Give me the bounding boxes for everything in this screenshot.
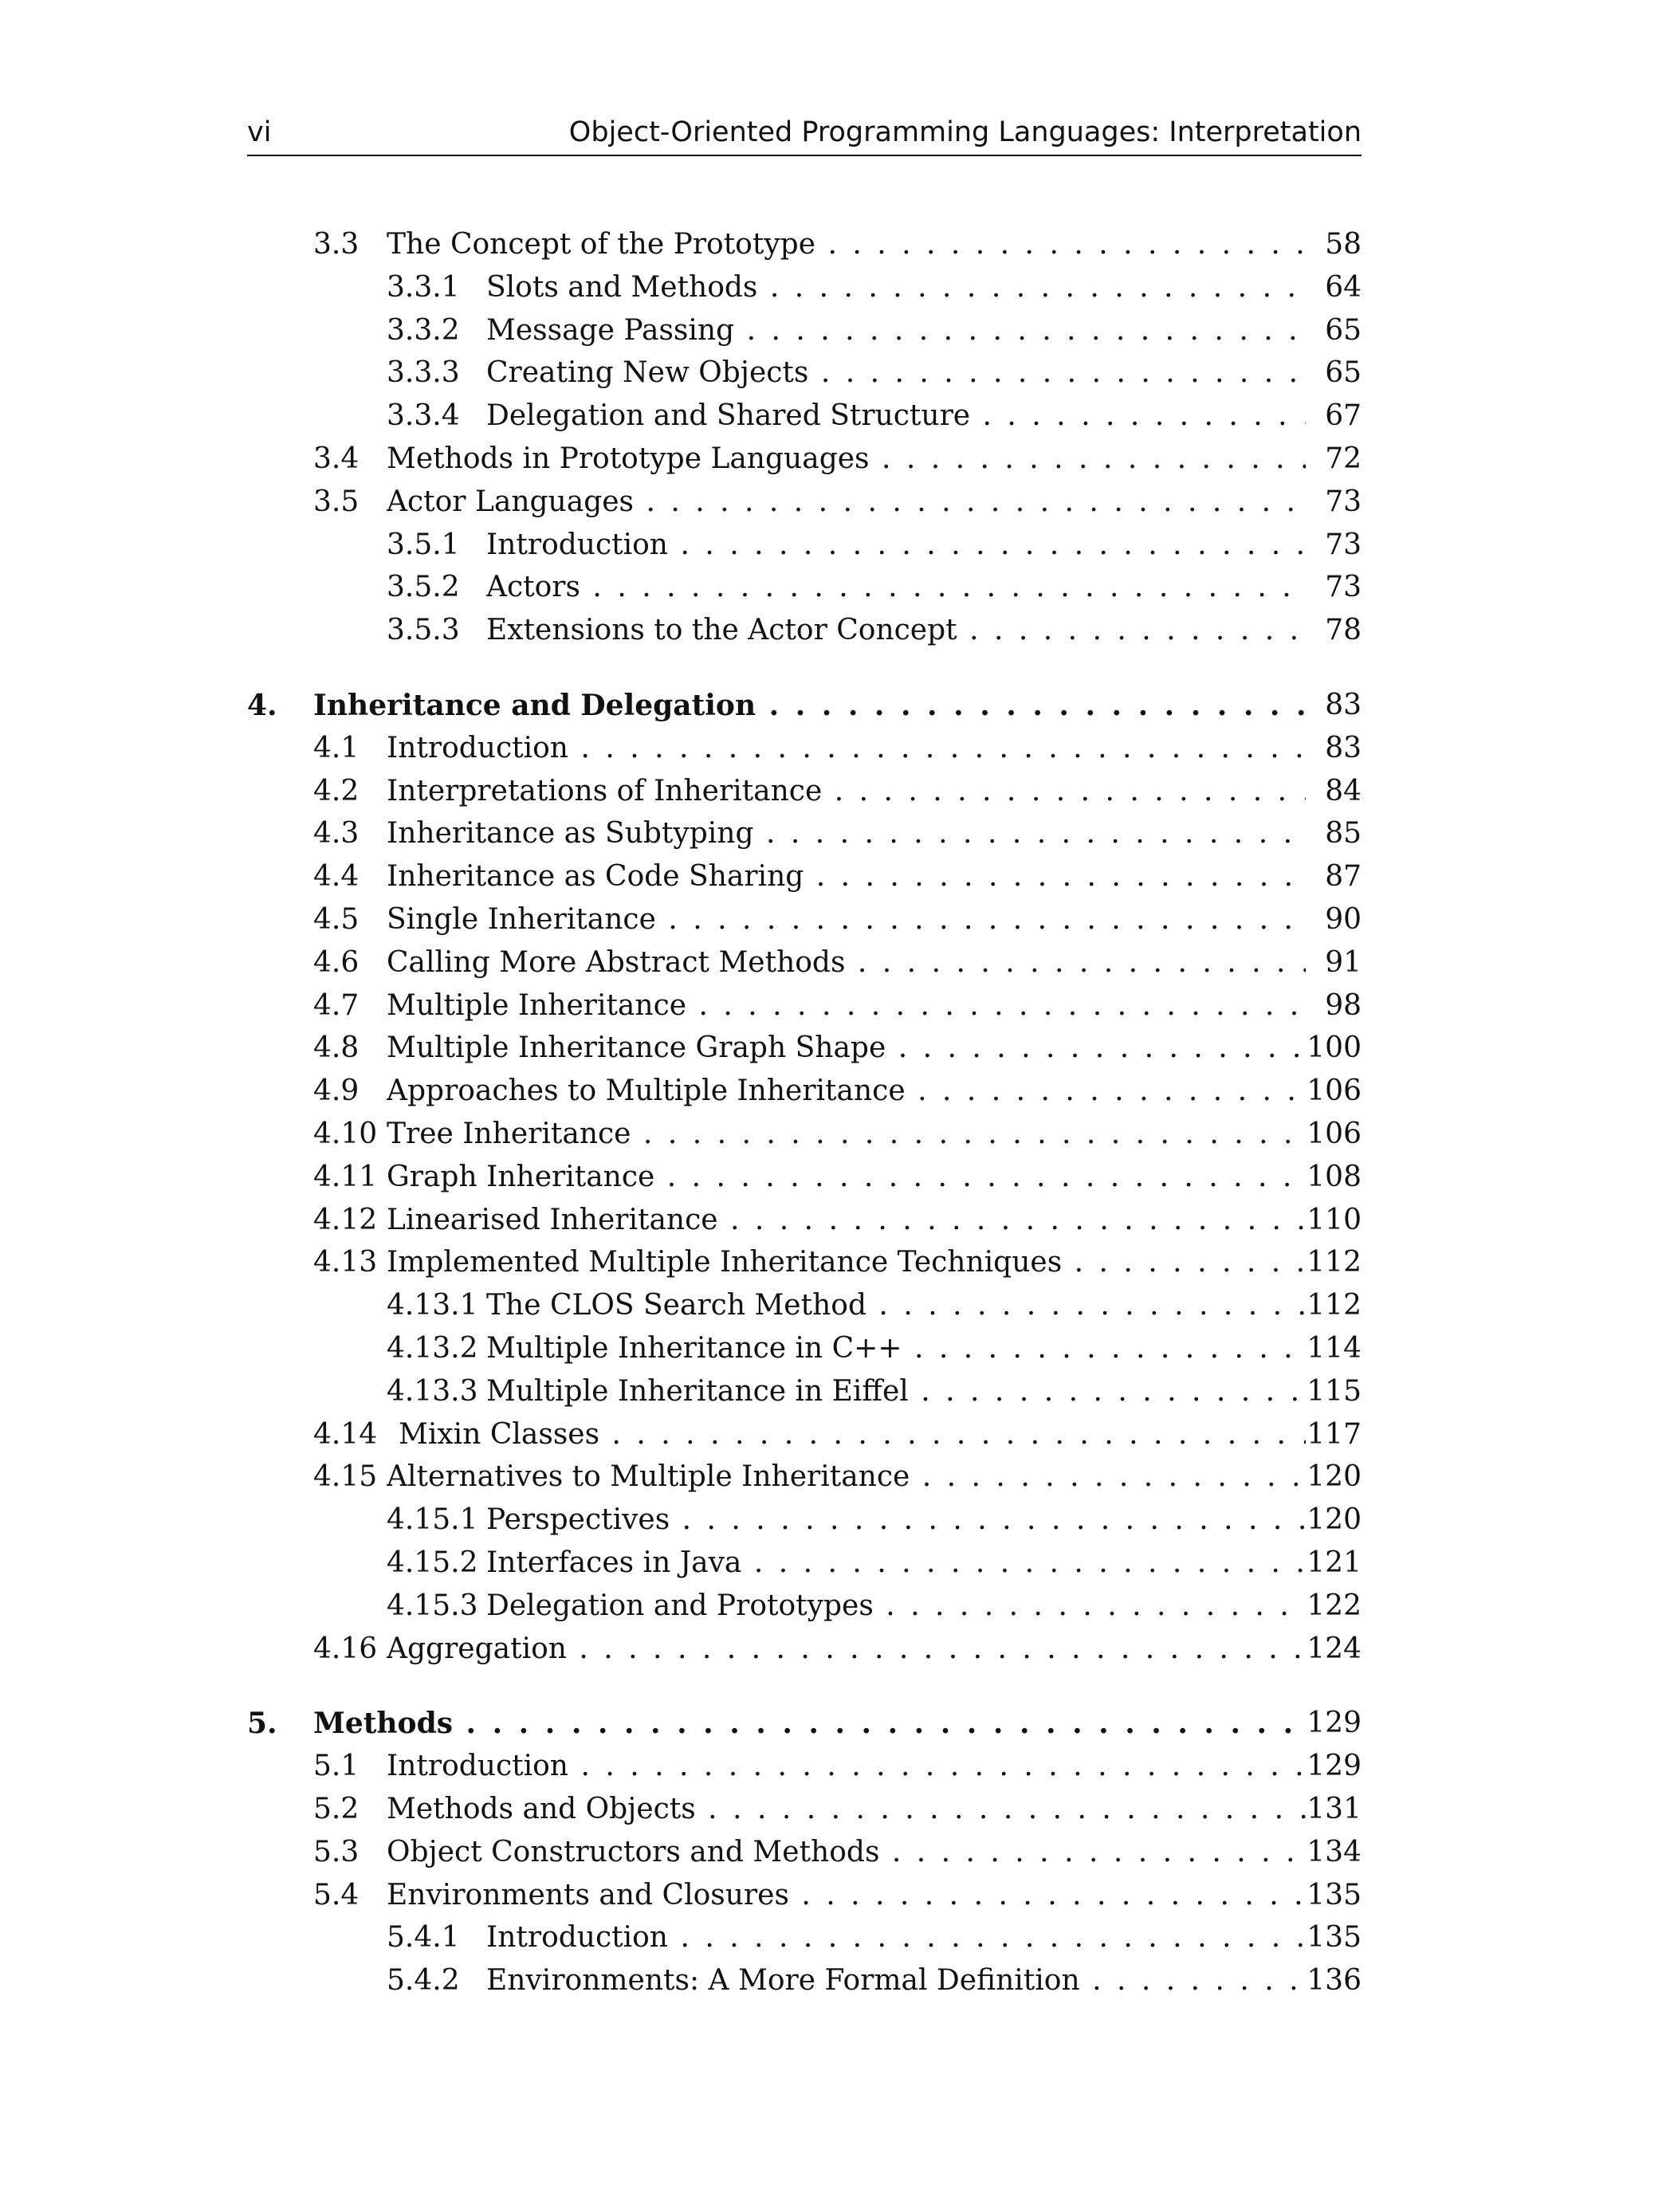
toc-subsection-entry[interactable] <box>0 1543 1674 1583</box>
toc-entry-page: 129 <box>1306 1703 1362 1743</box>
toc-entry-page: 108 <box>1306 1157 1362 1197</box>
toc-entry-number: 3.4 <box>313 442 360 475</box>
toc-entry-page: 67 <box>1306 396 1362 436</box>
toc-entry-number: 5.1 <box>313 1750 360 1782</box>
toc-entry-page: 120 <box>1306 1457 1362 1497</box>
toc-entry-title: Graph Inheritance . . . <box>387 1157 1362 1197</box>
toc-entry-title: Interfaces in Java . . . <box>486 1543 1362 1583</box>
toc-entry-number: 4.15.2 <box>387 1546 478 1579</box>
toc-entry-number: 4.13 <box>313 1246 378 1279</box>
toc-entry-number: 4.16 <box>313 1632 378 1665</box>
toc-entry-page: 73 <box>1306 482 1362 522</box>
toc-entry-number: 4.13.1 <box>387 1289 478 1322</box>
toc-entry-page: 65 <box>1306 353 1362 393</box>
toc-section-entry[interactable] <box>0 1114 1674 1154</box>
toc-entry-title: Actors . . . <box>486 568 1362 607</box>
toc-entry-page: 117 <box>1306 1415 1362 1455</box>
toc-entry-title: Methods . . . <box>313 1703 1362 1743</box>
toc-entry-number: 4.3 <box>313 817 360 850</box>
toc-entry-number: 4.7 <box>313 989 360 1022</box>
toc-entry-title: Calling More Abstract Methods . . . <box>387 943 1362 983</box>
toc-entry-title: Introduction . . . <box>387 729 1362 768</box>
toc-entry-title: Methods in Prototype Languages . . . <box>387 439 1362 479</box>
toc-subsection-entry[interactable] <box>0 353 1674 393</box>
toc-entry-page: 120 <box>1306 1500 1362 1540</box>
toc-subsection-entry[interactable] <box>0 311 1674 351</box>
toc-entry-title: Environments: A More Formal Definition . . . <box>486 1961 1362 2001</box>
toc-subsection-entry[interactable] <box>0 396 1674 436</box>
toc-entry-title: Extensions to the Actor Concept . . . <box>486 611 1362 650</box>
toc-entry-page: 112 <box>1306 1243 1362 1283</box>
toc-entry-page: 73 <box>1306 568 1362 607</box>
toc-entry-number: 3.5.2 <box>387 571 460 603</box>
toc-entry-title: Linearised Inheritance . . . <box>387 1200 1362 1240</box>
toc-entry-title: Alternatives to Multiple Inheritance . . . <box>387 1457 1362 1497</box>
toc-entry-number: 4.15 <box>313 1460 378 1493</box>
toc-entry-page: 64 <box>1306 268 1362 308</box>
toc-section-entry[interactable] <box>0 729 1674 768</box>
toc-entry-title: Multiple Inheritance . . . <box>387 986 1362 1026</box>
toc-subsection-entry[interactable] <box>0 568 1674 607</box>
toc-entry-title: Inheritance as Subtyping . . . <box>387 814 1362 854</box>
toc-entry-page: 106 <box>1306 1071 1362 1111</box>
toc-entry-number: 4. <box>247 689 277 722</box>
toc-subsection-entry[interactable] <box>0 1372 1674 1412</box>
toc-entry-page: 135 <box>1306 1918 1362 1958</box>
toc-entry-page: 106 <box>1306 1114 1362 1154</box>
toc-entry-title: Inheritance as Code Sharing . . . <box>387 857 1362 897</box>
toc-entry-title: Actor Languages . . . <box>387 482 1362 522</box>
toc-section-entry[interactable] <box>0 1415 1674 1455</box>
book-title: Object-Oriented Programming Languages: Interpretation <box>568 116 1362 148</box>
page-folio: vi <box>247 116 272 148</box>
toc-entry-page: 121 <box>1306 1543 1362 1583</box>
toc-entry-number: 3.3.3 <box>387 356 460 389</box>
toc-entry-title: Single Inheritance . . . <box>387 900 1362 940</box>
toc-subsection-entry[interactable] <box>0 1918 1674 1958</box>
toc-section-entry[interactable] <box>0 1028 1674 1068</box>
toc-entry-page: 72 <box>1306 439 1362 479</box>
toc-section-entry[interactable] <box>0 857 1674 897</box>
toc-subsection-entry[interactable] <box>0 1329 1674 1369</box>
toc-subsection-entry[interactable] <box>0 1286 1674 1326</box>
toc-entry-title: Approaches to Multiple Inheritance . . . <box>387 1071 1362 1111</box>
toc-entry-number: 4.2 <box>313 775 360 807</box>
toc-entry-title: Multiple Inheritance Graph Shape . . . <box>387 1028 1362 1068</box>
toc-chapter-entry[interactable] <box>0 1703 1674 1743</box>
toc-entry-title: Multiple Inheritance in Eiffel . . . <box>486 1372 1362 1412</box>
toc-entry-title: Mixin Classes . . . <box>399 1415 1362 1455</box>
toc-entry-title: Introduction . . . <box>387 1746 1362 1786</box>
toc-entry-number: 5.4.1 <box>387 1921 460 1954</box>
toc-section-entry[interactable] <box>0 943 1674 983</box>
toc-entry-title: Interpretations of Inheritance . . . <box>387 772 1362 811</box>
toc-entry-page: 110 <box>1306 1200 1362 1240</box>
toc-section-entry[interactable] <box>0 900 1674 940</box>
toc-entry-page: 90 <box>1306 900 1362 940</box>
toc-entry-page: 129 <box>1306 1746 1362 1786</box>
toc-entry-number: 4.10 <box>313 1118 378 1150</box>
toc-entry-number: 4.11 <box>313 1161 378 1193</box>
toc-entry-number: 3.5.1 <box>387 528 460 561</box>
toc-entry-page: 58 <box>1306 225 1362 265</box>
toc-entry-number: 5.3 <box>313 1836 360 1868</box>
toc-subsection-entry[interactable] <box>0 611 1674 650</box>
toc-entry-title: Multiple Inheritance in C++ . . . <box>486 1329 1362 1369</box>
toc-entry-title: Slots and Methods . . . <box>486 268 1362 308</box>
toc-entry-number: 3.3.4 <box>387 399 460 432</box>
toc-entry-title: The Concept of the Prototype . . . <box>387 225 1362 265</box>
toc-entry-title: Delegation and Prototypes . . . <box>486 1586 1362 1626</box>
toc-entry-number: 5. <box>247 1707 277 1740</box>
toc-entry-page: 100 <box>1306 1028 1362 1068</box>
toc-entry-number: 3.3.1 <box>387 271 460 304</box>
toc-chapter-entry[interactable] <box>0 686 1674 725</box>
toc-entry-title: Introduction . . . <box>486 1918 1362 1958</box>
toc-entry-title: Perspectives . . . <box>486 1500 1362 1540</box>
toc-entry-page: 114 <box>1306 1329 1362 1369</box>
toc-entry-title: Implemented Multiple Inheritance Techniques . . . <box>387 1243 1362 1283</box>
toc-entry-page: 136 <box>1306 1961 1362 2001</box>
toc-entry-title: Tree Inheritance . . . <box>387 1114 1362 1154</box>
toc-section-entry[interactable] <box>0 1457 1674 1497</box>
toc-section-entry[interactable] <box>0 1071 1674 1111</box>
toc-entry-page: 91 <box>1306 943 1362 983</box>
toc-entry-number: 3.5.3 <box>387 614 460 646</box>
toc-entry-page: 83 <box>1306 729 1362 768</box>
running-head <box>247 113 1362 156</box>
toc-entry-title: Introduction . . . <box>486 525 1362 565</box>
toc-entry-number: 4.6 <box>313 946 360 979</box>
toc-entry-page: 135 <box>1306 1876 1362 1915</box>
toc-entry-page: 84 <box>1306 772 1362 811</box>
toc-section-entry[interactable] <box>0 1876 1674 1915</box>
toc-entry-number: 3.5 <box>313 485 360 518</box>
toc-entry-page: 85 <box>1306 814 1362 854</box>
toc-entry-number: 4.13.2 <box>387 1332 478 1365</box>
toc-entry-page: 87 <box>1306 857 1362 897</box>
toc-entry-title: Message Passing . . . <box>486 311 1362 351</box>
toc-entry-title: Inheritance and Delegation . . . <box>313 686 1362 725</box>
toc-entry-page: 134 <box>1306 1833 1362 1872</box>
toc-entry-number: 5.4.2 <box>387 1964 460 1997</box>
toc-entry-page: 73 <box>1306 525 1362 565</box>
toc-section-entry[interactable] <box>0 1629 1674 1669</box>
toc-entry-title: Aggregation . . . <box>387 1629 1362 1669</box>
toc-subsection-entry[interactable] <box>0 1961 1674 2001</box>
toc-entry-number: 4.8 <box>313 1031 360 1064</box>
toc-entry-number: 3.3.2 <box>387 314 460 347</box>
toc-entry-number: 3.3 <box>313 228 360 261</box>
toc-subsection-entry[interactable] <box>0 1500 1674 1540</box>
toc-entry-page: 112 <box>1306 1286 1362 1326</box>
toc-entry-number: 4.13.3 <box>387 1375 478 1408</box>
toc-entry-number: 4.12 <box>313 1204 378 1236</box>
toc-entry-page: 124 <box>1306 1629 1362 1669</box>
toc-entry-title: Object Constructors and Methods . . . <box>387 1833 1362 1872</box>
toc-entry-number: 4.1 <box>313 732 360 764</box>
toc-entry-title: Methods and Objects . . . <box>387 1790 1362 1829</box>
toc-entry-number: 5.4 <box>313 1879 360 1911</box>
toc-section-entry[interactable] <box>0 1746 1674 1786</box>
toc-entry-page: 115 <box>1306 1372 1362 1412</box>
toc-section-entry[interactable] <box>0 1833 1674 1872</box>
toc-entry-number: 4.5 <box>313 903 360 936</box>
toc-section-entry[interactable] <box>0 1790 1674 1829</box>
toc-section-entry[interactable] <box>0 225 1674 265</box>
toc-entry-number: 4.15.1 <box>387 1503 478 1536</box>
toc-entry-number: 4.15.3 <box>387 1589 478 1622</box>
toc-entry-page: 65 <box>1306 311 1362 351</box>
toc-subsection-entry[interactable] <box>0 1586 1674 1626</box>
toc-entry-number: 4.4 <box>313 860 360 893</box>
toc-section-entry[interactable] <box>0 986 1674 1026</box>
toc-entry-title: Environments and Closures . . . <box>387 1876 1362 1915</box>
toc-entry-page: 131 <box>1306 1790 1362 1829</box>
toc-section-entry[interactable] <box>0 814 1674 854</box>
toc-entry-number: 4.9 <box>313 1075 360 1107</box>
toc-subsection-entry[interactable] <box>0 268 1674 308</box>
toc-section-entry[interactable] <box>0 482 1674 522</box>
toc-entry-title: Creating New Objects . . . <box>486 353 1362 393</box>
toc-subsection-entry[interactable] <box>0 525 1674 565</box>
toc-entry-page: 122 <box>1306 1586 1362 1626</box>
toc-entry-title: Delegation and Shared Structure . . . <box>486 396 1362 436</box>
toc-section-entry[interactable] <box>0 439 1674 479</box>
toc-entry-page: 83 <box>1306 686 1362 725</box>
toc-entry-page: 98 <box>1306 986 1362 1026</box>
toc-entry-page: 78 <box>1306 611 1362 650</box>
toc-section-entry[interactable] <box>0 1200 1674 1240</box>
toc-section-entry[interactable] <box>0 1157 1674 1197</box>
toc-section-entry[interactable] <box>0 1243 1674 1283</box>
toc-section-entry[interactable] <box>0 772 1674 811</box>
toc-entry-number: 5.2 <box>313 1793 360 1825</box>
toc-entry-title: The CLOS Search Method . . . <box>486 1286 1362 1326</box>
toc-entry-number: 4.14 <box>313 1418 378 1451</box>
